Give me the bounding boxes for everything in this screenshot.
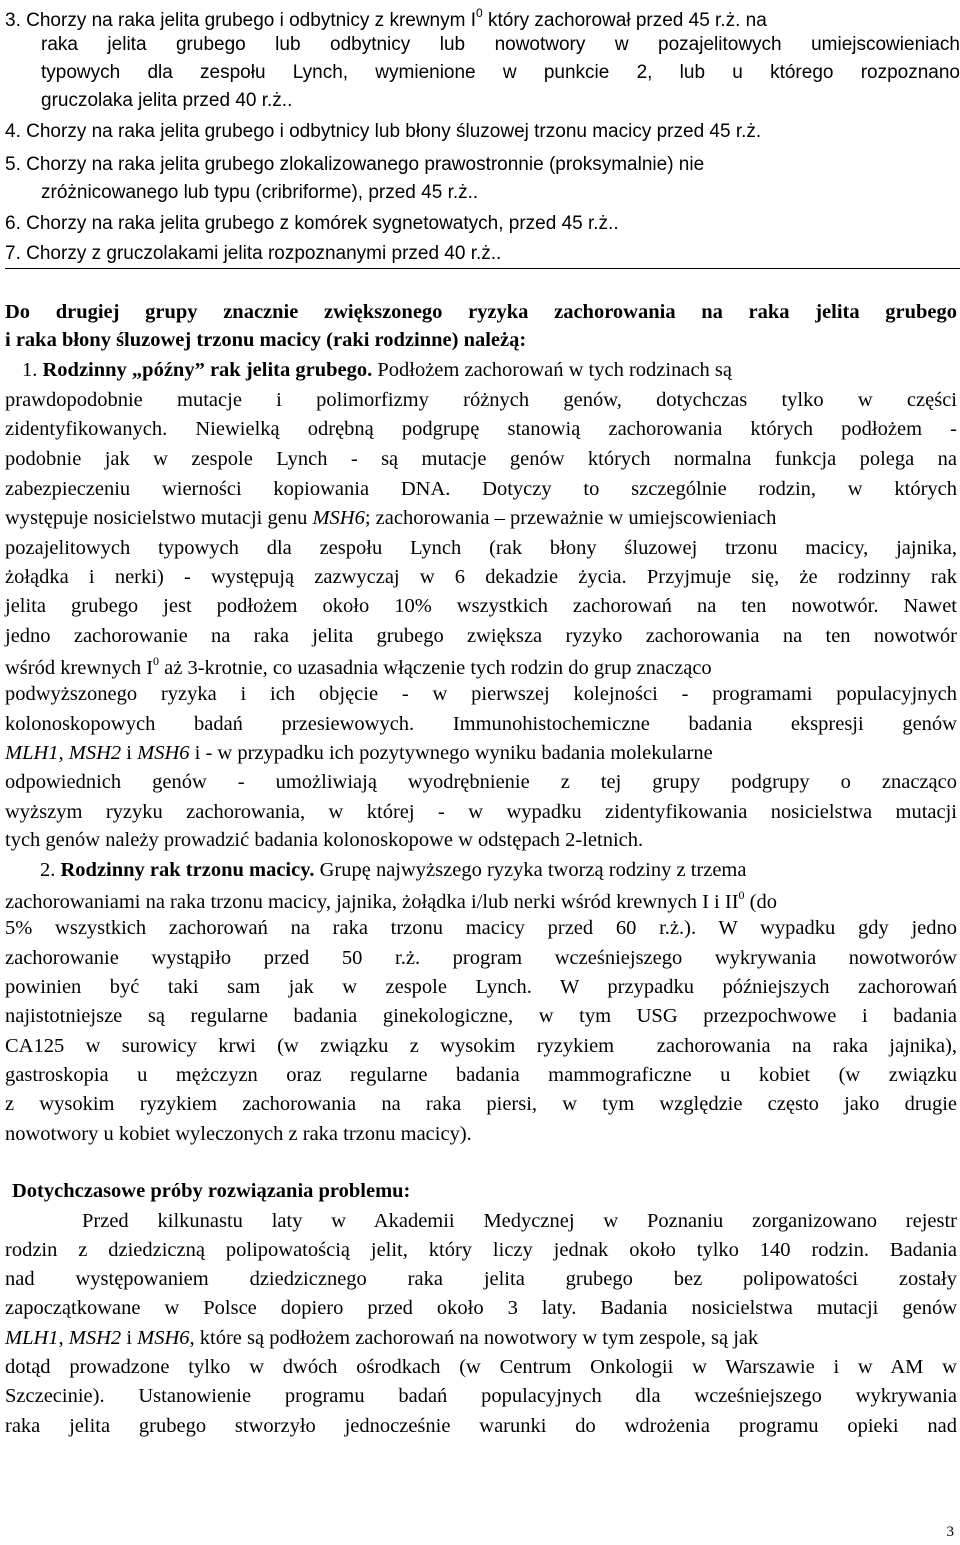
paragraph-line: wśród krewnych $I^0$ aż 3-krotnie, co uzasadnia włączenie tych rodzin do grup znacząco [5, 654, 712, 679]
paragraph-line: nowotwory u kobiet wyleczonych z raka trzonu macicy). [5, 1123, 472, 1145]
paragraph-line: najistotniejsze są regularne badania ginekologiczne, w tym USG przezpochwowe i badania [5, 1005, 957, 1027]
subsection-title: Rodzinny rak trzonu macicy. [60, 859, 315, 881]
paragraph-line: powinien być taki sam jak w zespole Lynch. W przypadku późniejszych zachorowań [5, 976, 957, 998]
paragraph-line: jedno zachorowanie na raka jelita grubego zwiększa ryzyko zachorowania na ten nowotwór [5, 625, 957, 647]
paragraph-line: 2. Rodzinny rak trzonu macicy. Grupę najwyższego ryzyka tworzą rodziny z trzema [40, 859, 747, 881]
paragraph-line: występuje nosicielstwo mutacji genu MSH6; zachorowania – przeważnie w umiejscowieniach [5, 507, 777, 529]
paragraph-line: zachorowanie wystąpiło przed 50 r.ż. program wcześniejszego wykrywania nowotworów [5, 947, 957, 969]
paragraph-line: CA125 w surowicy krwi (w związku z wysokim ryzykiem zachorowania na raka jajnika), [5, 1035, 957, 1057]
paragraph-line: zapoczątkowane w Polsce dopiero przed około 3 laty. Badania nosicielstwa mutacji genów [5, 1297, 957, 1319]
list-item-line: gruczolaka jelita przed 40 r.ż.. [41, 90, 293, 111]
paragraph-line: podobnie jak w zespole Lynch - są mutacje genów których normalna funkcja polega na [5, 448, 957, 470]
paragraph-line: tych genów należy prowadzić badania kolonoskopowe w odstępach 2-letnich. [5, 829, 644, 851]
paragraph-line: Szczecinie). Ustanowienie programu badań populacyjnych dla wcześniejszego wykrywania [5, 1385, 957, 1407]
paragraph-line: wyższym ryzyku zachorowania, w której - w wypadku zidentyfikowania nosicielstwa mutacji [5, 801, 957, 823]
list-item-line: typowych dla zespołu Lynch, wymienione w punkcie 2, lub u którego rozpoznano [41, 62, 960, 83]
paragraph-line: jelita grubego jest podłożem około 10% wszystkich zachorowań na ten nowotwór. Nawet [5, 595, 957, 617]
section-heading: i raka błony śluzowej trzonu macicy (raki rodzinne) należą: [5, 329, 527, 351]
paragraph-line: z wysokim ryzykiem zachorowania na raka piersi, w tym względzie często jako drugie [5, 1093, 957, 1115]
paragraph-line: podwyższonego ryzyka i ich objęcie - w pierwszej kolejności - programami populacyjnych [5, 683, 957, 705]
subsection-title: Rodzinny „późny” rak jelita grubego. [42, 359, 373, 381]
paragraph-line: Przed kilkunastu laty w Akademii Medycznej w Poznaniu zorganizowano rejestr [82, 1210, 957, 1232]
paragraph-line: 1. Rodzinny „późny” rak jelita grubego. Podłożem zachorowań w tych rodzinach są [22, 359, 732, 381]
paragraph-line: odpowiednich genów - umożliwiają wyodrębnienie z tej grupy podgrupy o znacząco [5, 771, 957, 793]
list-item: 3. Chorzy na raka jelita grubego i odbytnicy z krewnym $I^0$ który zachorował przed 45 r.ż. na [5, 6, 767, 31]
list-item: 7. Chorzy z gruczolakami jelita rozpoznanymi przed 40 r.ż.. [5, 243, 502, 264]
paragraph-line: prawdopodobnie mutacje i polimorfizmy różnych genów, dotychczas tylko w części [5, 389, 957, 411]
list-item-line: zróżnicowanego lub typu (cribriforme), przed 45 r.ż.. [41, 182, 479, 203]
paragraph-line: pozajelitowych typowych dla zespołu Lynch (rak błony śluzowej trzonu macicy, jajnika, [5, 537, 957, 559]
paragraph-line: nad występowaniem dziedzicznego raka jelita grubego bez polipowatości zostały [5, 1268, 957, 1290]
paragraph-line: rodzin z dziedziczną polipowatością jelit, który liczy jednak około tylko 140 rodzin. Badania [5, 1239, 957, 1261]
section-heading: Do drugiej grupy znacznie zwiększonego ryzyka zachorowania na raka jelita grubego [5, 301, 957, 323]
list-item-line: raka jelita grubego lub odbytnicy lub nowotwory w pozajelitowych umiejscowieniach [41, 34, 960, 55]
paragraph-line: gastroskopia u mężczyzn oraz regularne badania mammograficzne u kobiet (w związku [5, 1064, 957, 1086]
paragraph-line: zabezpieczeniu wierności kopiowania DNA. Dotyczy to szczególnie rodzin, w których [5, 478, 957, 500]
horizontal-rule [5, 268, 960, 269]
paragraph-line: dotąd prowadzone tylko w dwóch ośrodkach (w Centrum Onkologii w Warszawie i w AM w [5, 1356, 957, 1378]
paragraph-line: żołądka i nerki) - występują zazwyczaj w 6 dekadzie życia. Przyjmuje się, że rodzinny rak [5, 566, 957, 588]
list-item: 4. Chorzy na raka jelita grubego i odbytnicy lub błony śluzowej trzonu macicy przed 45 r.ż. [5, 121, 762, 142]
paragraph-line: 5% wszystkich zachorowań na raka trzonu macicy przed 60 r.ż.). W wypadku gdy jedno [5, 917, 957, 939]
paragraph-line: kolonoskopowych badań przesiewowych. Immunohistochemiczne badania ekspresji genów [5, 713, 957, 735]
paragraph-line: zidentyfikowanych. Niewielką odrębną podgrupę stanowią zachorowania których podłożem - [5, 418, 957, 440]
section-heading: Dotychczasowe próby rozwiązania problemu: [12, 1180, 411, 1202]
paragraph-line: zachorowaniami na raka trzonu macicy, jajnika, żołądka i/lub nerki wśród krewnych I i $II^0$ (do [5, 888, 777, 913]
list-item: 5. Chorzy na raka jelita grubego zlokalizowanego prawostronnie (proksymalnie) nie [5, 154, 705, 175]
page-number: 3 [946, 1524, 954, 1540]
paragraph-line: MLH1, MSH2 i MSH6 i - w przypadku ich pozytywnego wyniku badania molekularne [5, 742, 713, 764]
paragraph-line: raka jelita grubego stworzyło jednocześnie warunki do wdrożenia programu opieki nad [5, 1415, 957, 1437]
list-item: 6. Chorzy na raka jelita grubego z komórek sygnetowatych, przed 45 r.ż.. [5, 213, 619, 234]
paragraph-line: MLH1, MSH2 i MSH6, które są podłożem zachorowań na nowotwory w tym zespole, są jak [5, 1327, 759, 1349]
